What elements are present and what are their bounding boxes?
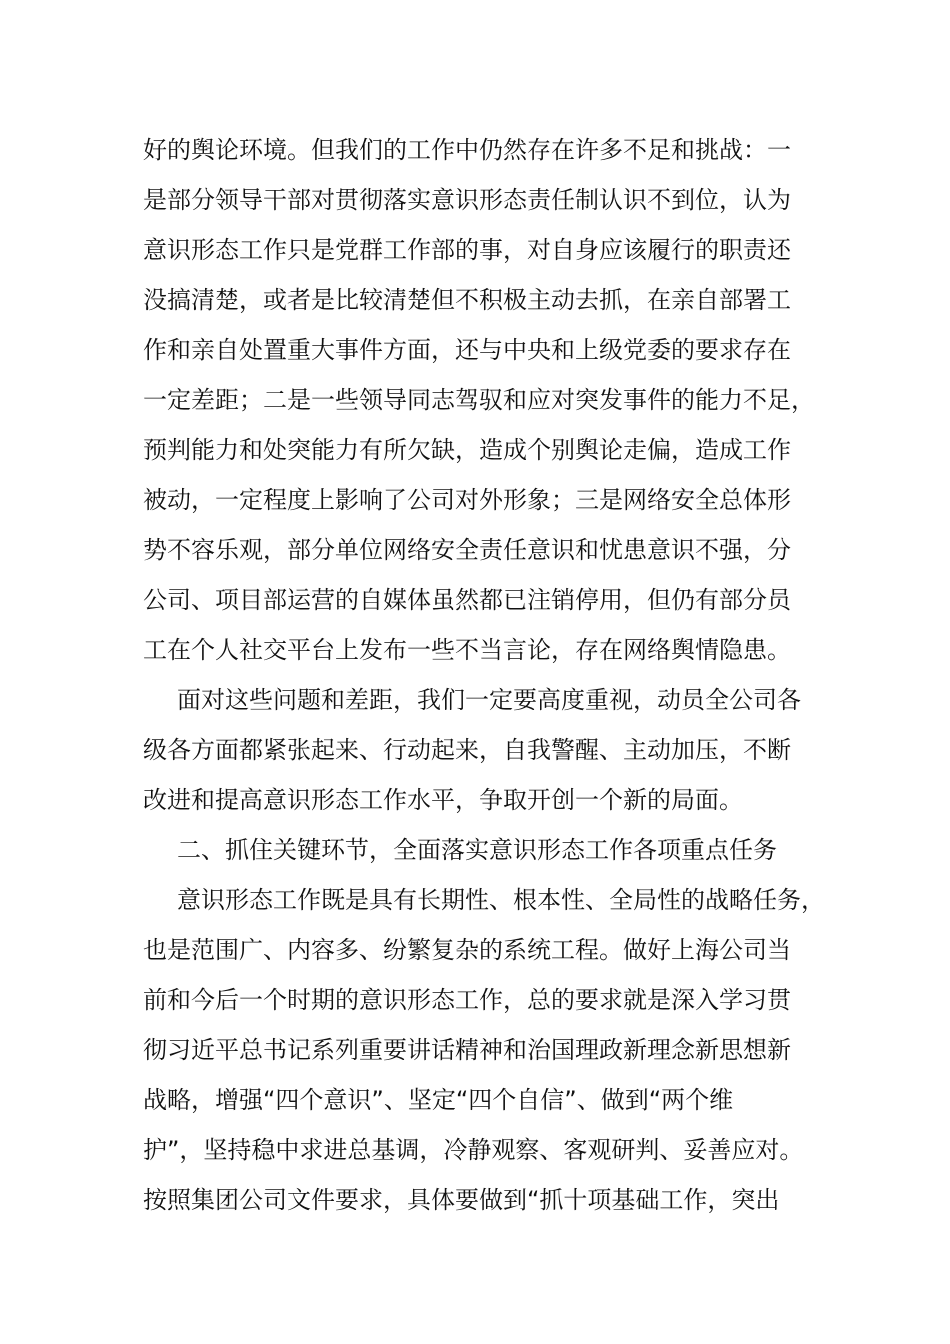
text-line: 势不容乐观，部分单位网络安全责任意识和忧患意识不强，分	[143, 536, 791, 564]
text-line: 级各方面都紧张起来、行动起来，自我警醒、主动加压，不断	[143, 736, 791, 764]
text-line: 也是范围广、内容多、纷繁复杂的系统工程。做好上海公司当	[143, 936, 791, 964]
text-line: 工在个人社交平台上发布一些不当言论，存在网络舆情隐患。	[143, 636, 791, 664]
text-line: 护”，坚持稳中求进总基调，冷静观察、客观研判、妥善应对。	[143, 1136, 804, 1164]
text-line: 一定差距；二是一些领导同志驾驭和应对突发事件的能力不足，	[143, 386, 815, 414]
text-line: 是部分领导干部对贯彻落实意识形态责任制认识不到位，认为	[143, 186, 791, 214]
text-line: 作和亲自处置重大事件方面，还与中央和上级党委的要求存在	[143, 336, 791, 364]
text-line: 预判能力和处突能力有所欠缺，造成个别舆论走偏，造成工作	[143, 436, 791, 464]
section-heading: 二、抓住关键环节，全面落实意识形态工作各项重点任务	[177, 836, 777, 864]
text-line: 前和今后一个时期的意识形态工作，总的要求就是深入学习贯	[143, 986, 791, 1014]
text-line: 好的舆论环境。但我们的工作中仍然存在许多不足和挑战：一	[143, 136, 791, 164]
text-line: 被动，一定程度上影响了公司对外形象；三是网络安全总体形	[143, 486, 791, 514]
text-line: 公司、项目部运营的自媒体虽然都已注销停用，但仍有部分员	[143, 586, 791, 614]
paragraph-start-line: 面对这些问题和差距，我们一定要高度重视，动员全公司各	[177, 686, 801, 714]
text-line: 战略，增强“四个意识”、坚定“四个自信”、做到“两个维	[143, 1086, 734, 1114]
text-line: 没搞清楚，或者是比较清楚但不积极主动去抓，在亲自部署工	[143, 286, 791, 314]
body-text	[143, 125, 823, 1225]
text-line: 彻习近平总书记系列重要讲话精神和治国理政新理念新思想新	[143, 1036, 791, 1064]
paragraph-start-line: 意识形态工作既是具有长期性、根本性、全局性的战略任务，	[177, 886, 825, 914]
text-line: 按照集团公司文件要求，具体要做到“抓十项基础工作，突出	[143, 1186, 780, 1214]
text-line: 改进和提高意识形态工作水平，争取开创一个新的局面。	[143, 786, 743, 814]
text-line: 意识形态工作只是党群工作部的事，对自身应该履行的职责还	[143, 236, 791, 264]
